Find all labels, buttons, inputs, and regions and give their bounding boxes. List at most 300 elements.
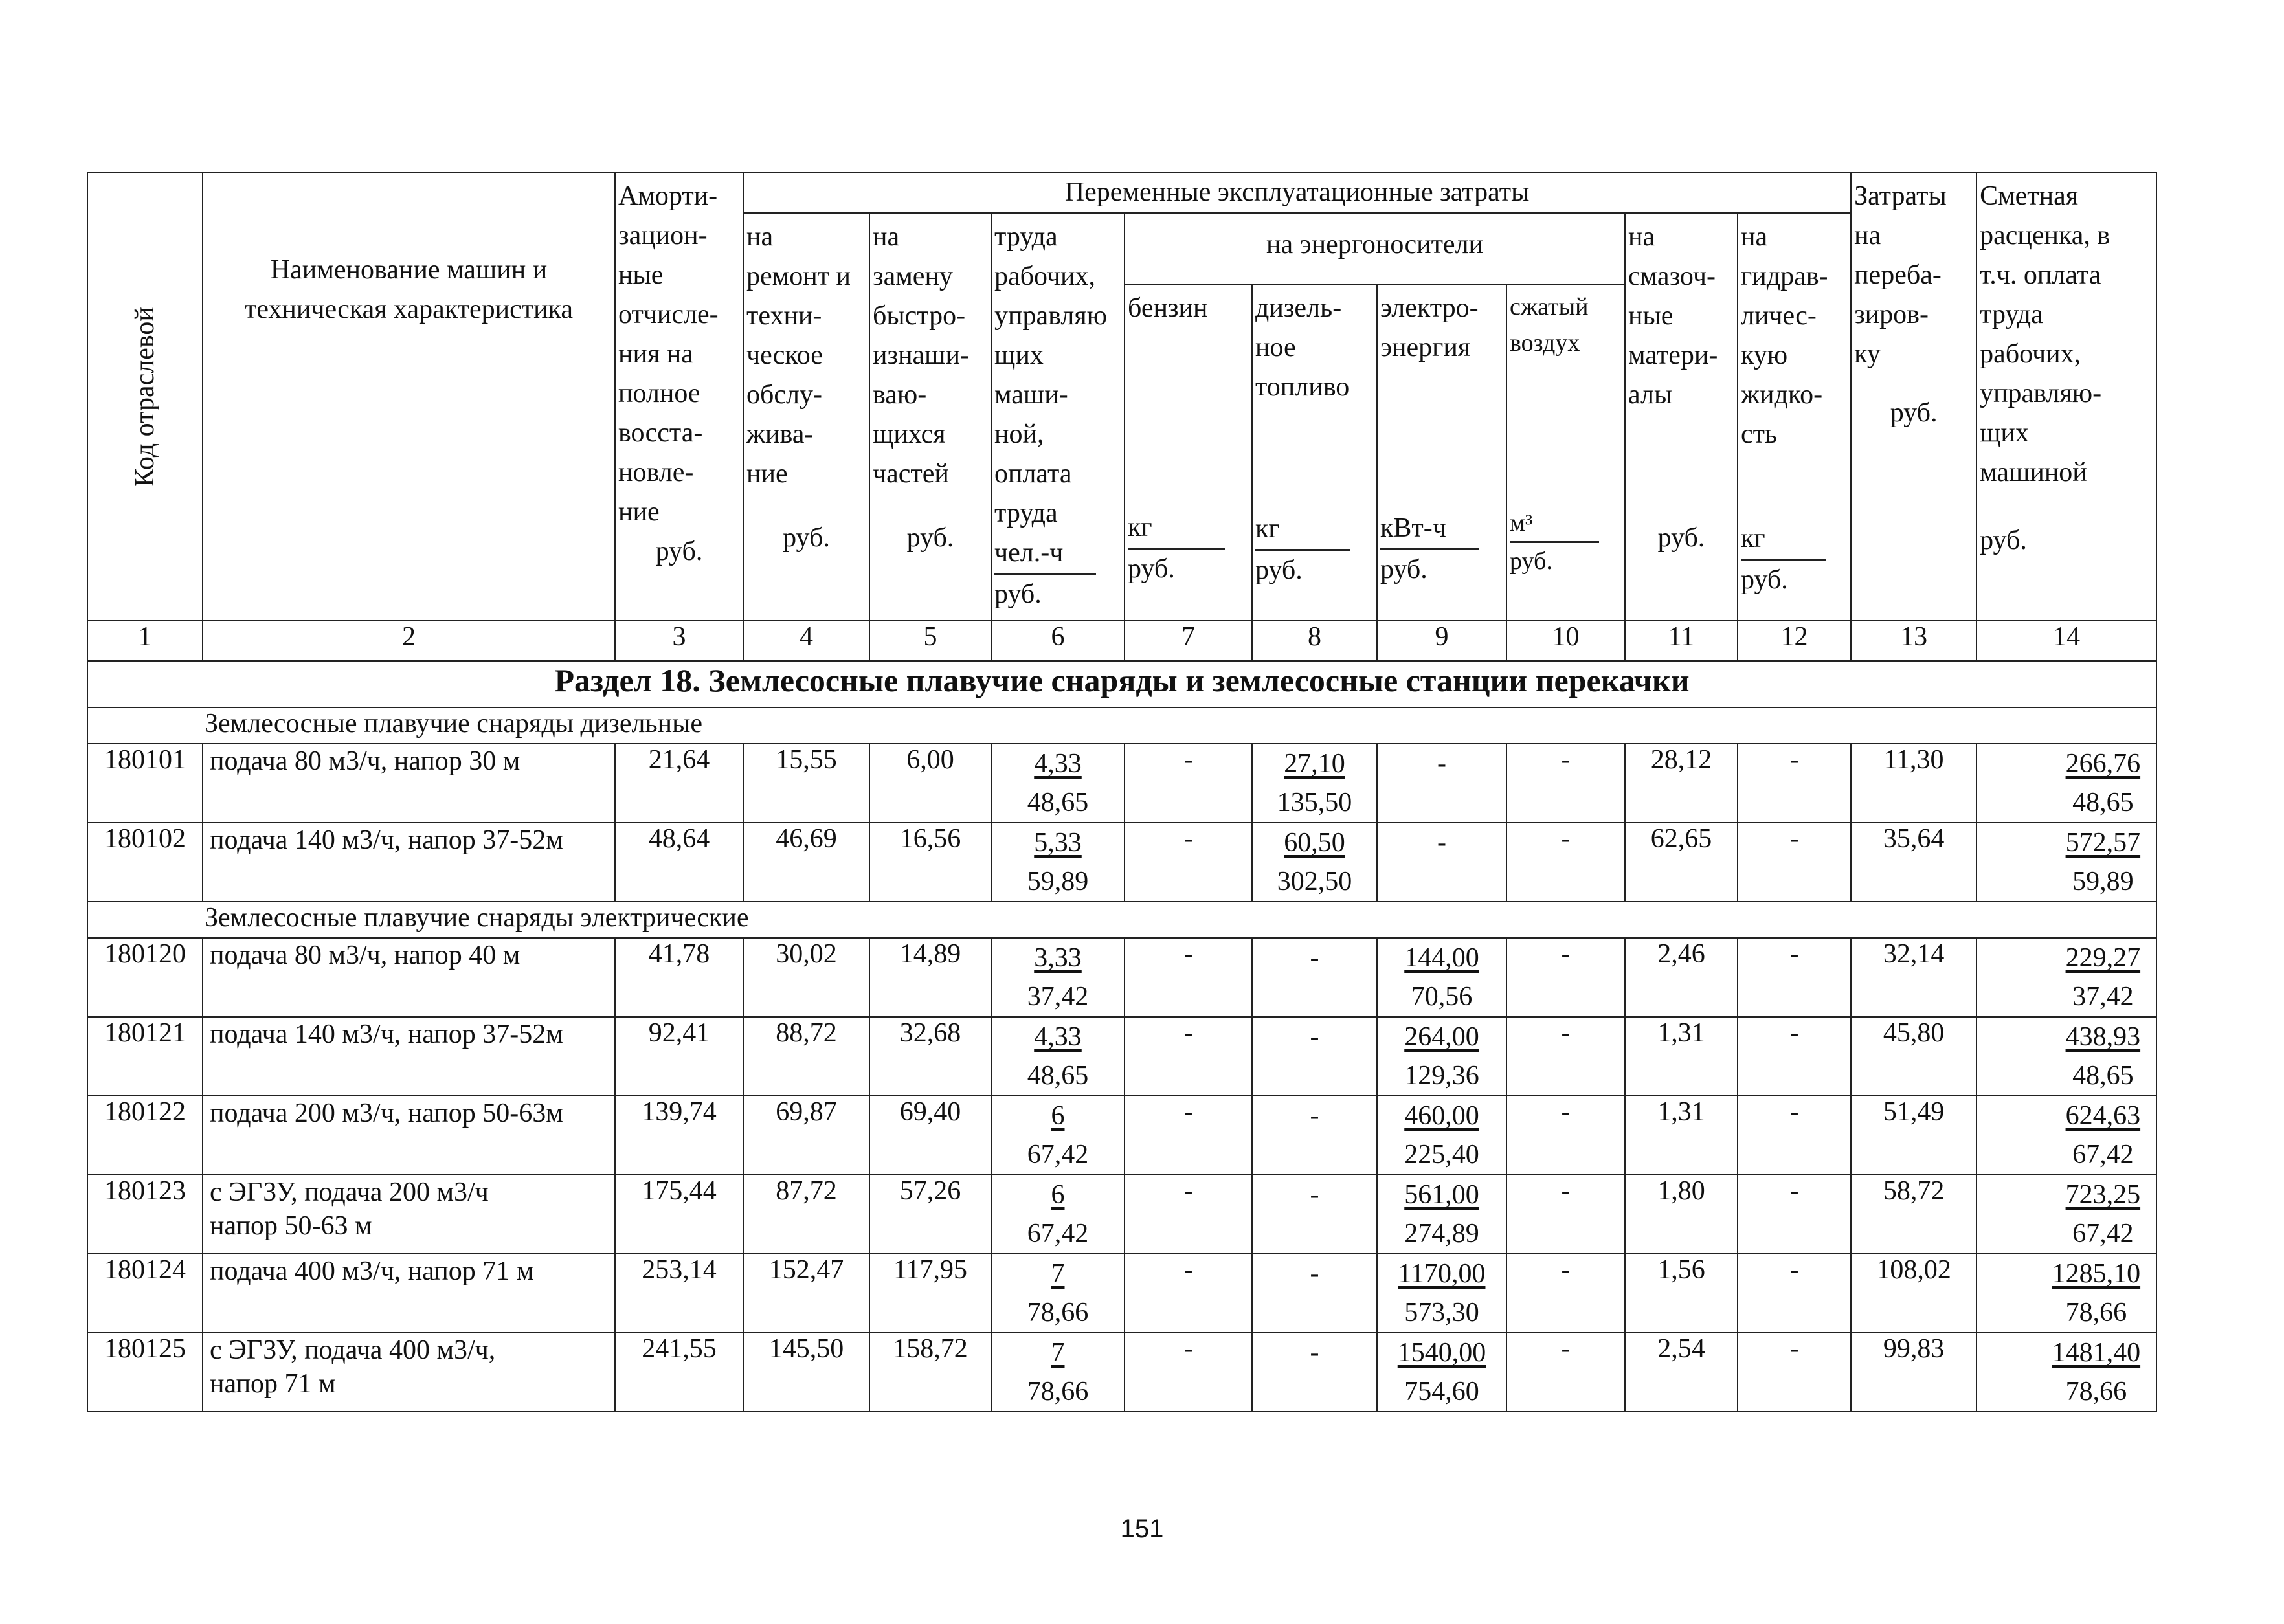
row-diesel-top: - — [1310, 1180, 1319, 1210]
row-electric-top: 264,00 — [1404, 1022, 1479, 1052]
row-electric — [1377, 938, 1506, 1017]
row-air: - — [1506, 1333, 1625, 1412]
table-row — [87, 744, 2156, 823]
row-electric-top: 561,00 — [1404, 1180, 1479, 1210]
row-repair: 30,02 — [743, 938, 869, 1017]
row-labor-top: 7 — [1051, 1259, 1065, 1289]
row-name: с ЭГЗУ, подача 200 м3/ч напор 50-63 м — [203, 1175, 615, 1254]
header-line: ное — [1255, 333, 1296, 362]
header-line: управляю — [994, 301, 1108, 331]
column-number: 3 — [615, 621, 743, 661]
header-diesel-unit-bot: руб. — [1255, 555, 1303, 585]
header-rate-unit: руб. — [1980, 526, 2027, 555]
row-labor-top: 4,33 — [1034, 1022, 1082, 1052]
row-rate-top: 1285,10 — [2052, 1259, 2141, 1289]
row-rate-bottom: 78,66 — [2065, 1298, 2127, 1328]
row-relocate: 51,49 — [1851, 1096, 1976, 1175]
column-number: 13 — [1851, 621, 1976, 661]
row-petrol: - — [1125, 1175, 1252, 1254]
row-name: подача 80 м3/ч, напор 30 м — [203, 744, 615, 823]
header-line: труда — [994, 498, 1058, 528]
row-electric-bottom: 573,30 — [1404, 1298, 1479, 1328]
row-electric-top: 1170,00 — [1398, 1259, 1486, 1289]
header-line: кую — [1741, 340, 1788, 370]
row-petrol: - — [1125, 744, 1252, 823]
header-line: Затраты — [1854, 181, 1947, 211]
header-line: полное — [618, 379, 700, 408]
header-diesel-unit-top: кг — [1255, 509, 1350, 551]
row-repair: 15,55 — [743, 744, 869, 823]
header-replace — [869, 213, 991, 621]
table-row — [87, 1096, 2156, 1175]
header-electric-label — [1380, 289, 1503, 368]
row-petrol: - — [1125, 1254, 1252, 1333]
row-air: - — [1506, 1096, 1625, 1175]
header-line: ной, — [994, 419, 1044, 449]
column-number: 10 — [1506, 621, 1625, 661]
header-line: гидрав- — [1741, 261, 1828, 291]
row-rate — [1976, 1254, 2156, 1333]
header-line: управляю- — [1980, 379, 2102, 408]
header-line: ние — [618, 497, 660, 527]
header-line: ремонт и — [746, 261, 851, 291]
header-line: смазоч- — [1628, 261, 1716, 291]
header-line: ния на — [618, 339, 693, 369]
header-line: ные — [1628, 301, 1674, 331]
row-labor-top: 5,33 — [1034, 828, 1082, 858]
row-electric — [1377, 1254, 1506, 1333]
row-rate — [1976, 1333, 2156, 1412]
header-line: на — [873, 222, 900, 252]
header-energy — [1125, 213, 1625, 284]
row-labor — [991, 938, 1125, 1017]
header-rate-label — [1980, 177, 2153, 493]
header-line: расценка, в — [1980, 221, 2110, 250]
row-labor-top: 6 — [1051, 1180, 1065, 1210]
row-hydro: - — [1738, 744, 1851, 823]
row-electric-bottom: 70,56 — [1411, 982, 1473, 1012]
row-rate-top: 723,25 — [2065, 1180, 2141, 1210]
row-electric-top: 460,00 — [1404, 1101, 1479, 1131]
row-replace: 6,00 — [869, 744, 991, 823]
row-labor — [991, 1096, 1125, 1175]
row-air: - — [1506, 744, 1625, 823]
row-electric — [1377, 744, 1506, 823]
header-line: ческое — [746, 340, 823, 370]
row-diesel-top: - — [1310, 1022, 1319, 1052]
column-number: 11 — [1625, 621, 1738, 661]
header-lube — [1625, 213, 1738, 621]
row-hydro: - — [1738, 1017, 1851, 1096]
header-line: энергия — [1380, 333, 1471, 362]
row-rate-top: 229,27 — [2065, 943, 2141, 973]
row-lube: 2,46 — [1625, 938, 1738, 1017]
header-petrol — [1125, 284, 1252, 621]
header-line: машиной — [1980, 458, 2087, 487]
table-row — [87, 1333, 2156, 1412]
row-petrol: - — [1125, 938, 1252, 1017]
header-hydro-unit-bot: руб. — [1741, 565, 1788, 595]
row-labor-top: 7 — [1051, 1338, 1065, 1368]
row-air: - — [1506, 938, 1625, 1017]
row-rate — [1976, 938, 2156, 1017]
header-diesel — [1252, 284, 1377, 621]
row-code: 180124 — [87, 1254, 203, 1333]
row-repair: 69,87 — [743, 1096, 869, 1175]
row-diesel-bottom: 135,50 — [1277, 788, 1352, 818]
row-code: 180123 — [87, 1175, 203, 1254]
row-labor — [991, 1254, 1125, 1333]
row-replace: 69,40 — [869, 1096, 991, 1175]
header-code — [87, 172, 203, 621]
header-line: жидко- — [1741, 380, 1823, 410]
header-repair-label — [746, 217, 866, 494]
row-code: 180121 — [87, 1017, 203, 1096]
row-diesel — [1252, 823, 1377, 902]
row-electric — [1377, 1096, 1506, 1175]
header-electric-unit-bot: руб. — [1380, 555, 1428, 584]
row-code: 180122 — [87, 1096, 203, 1175]
row-air: - — [1506, 823, 1625, 902]
header-line: труда — [994, 222, 1058, 252]
row-labor — [991, 1175, 1125, 1254]
row-relocate: 11,30 — [1851, 744, 1976, 823]
row-repair: 152,47 — [743, 1254, 869, 1333]
row-petrol: - — [1125, 1017, 1252, 1096]
header-line: воздух — [1510, 329, 1580, 357]
header-line: сть — [1741, 419, 1778, 449]
header-hydro — [1738, 213, 1851, 621]
row-rate-bottom: 48,65 — [2072, 788, 2134, 818]
header-labor-label — [994, 217, 1121, 533]
header-electric-unit-top: кВт-ч — [1380, 509, 1479, 550]
row-relocate: 58,72 — [1851, 1175, 1976, 1254]
row-labor-bottom: 67,42 — [1027, 1219, 1089, 1249]
row-electric-top: - — [1437, 828, 1446, 858]
header-replace-label — [873, 217, 988, 494]
header-name — [203, 172, 615, 621]
column-number: 9 — [1377, 621, 1506, 661]
header-relocate — [1851, 172, 1976, 621]
row-relocate: 32,14 — [1851, 938, 1976, 1017]
row-diesel-top: - — [1310, 943, 1319, 973]
header-air-unit-top: м³ — [1510, 505, 1599, 543]
row-hydro: - — [1738, 1175, 1851, 1254]
header-line: дизель- — [1255, 293, 1342, 323]
row-electric — [1377, 1017, 1506, 1096]
table-row — [87, 1175, 2156, 1254]
header-line: оплата — [994, 459, 1072, 489]
header-line: ваю- — [873, 380, 927, 410]
header-electric — [1377, 284, 1506, 621]
header-line: быстро- — [873, 301, 966, 331]
row-amort: 241,55 — [615, 1333, 743, 1412]
column-number: 12 — [1738, 621, 1851, 661]
row-diesel-bottom: 302,50 — [1277, 867, 1352, 896]
header-line: рабочих, — [1980, 339, 2081, 369]
row-amort: 175,44 — [615, 1175, 743, 1254]
row-lube: 1,80 — [1625, 1175, 1738, 1254]
row-amort: 253,14 — [615, 1254, 743, 1333]
header-amort — [615, 172, 743, 621]
row-lube: 62,65 — [1625, 823, 1738, 902]
group-title: Землесосные плавучие снаряды электрические — [87, 902, 2156, 938]
column-number: 5 — [869, 621, 991, 661]
row-relocate: 45,80 — [1851, 1017, 1976, 1096]
row-air: - — [1506, 1017, 1625, 1096]
row-replace: 32,68 — [869, 1017, 991, 1096]
row-diesel-top: 27,10 — [1284, 749, 1345, 779]
row-name: подача 80 м3/ч, напор 40 м — [203, 938, 615, 1017]
row-amort: 21,64 — [615, 744, 743, 823]
row-relocate: 35,64 — [1851, 823, 1976, 902]
row-electric — [1377, 823, 1506, 902]
row-electric-bottom: 129,36 — [1404, 1061, 1479, 1091]
header-labor-unit-top: чел.-ч — [994, 533, 1096, 575]
row-diesel-top: - — [1310, 1338, 1319, 1368]
row-petrol: - — [1125, 823, 1252, 902]
row-hydro: - — [1738, 1254, 1851, 1333]
row-labor-top: 6 — [1051, 1101, 1065, 1131]
row-name: подача 140 м3/ч, напор 37-52м — [203, 823, 615, 902]
column-numbers — [87, 621, 2156, 661]
row-labor-bottom: 48,65 — [1027, 1061, 1089, 1091]
row-amort: 41,78 — [615, 938, 743, 1017]
row-rate-bottom: 67,42 — [2072, 1140, 2134, 1170]
header-diesel-label — [1255, 289, 1374, 407]
row-repair: 46,69 — [743, 823, 869, 902]
row-code: 180102 — [87, 823, 203, 902]
row-hydro: - — [1738, 1333, 1851, 1412]
header-line: зацион- — [618, 221, 708, 250]
header-labor-unit-bot: руб. — [994, 579, 1042, 609]
header-relocate-unit: руб. — [1890, 398, 1938, 428]
row-name: с ЭГЗУ, подача 400 м3/ч, напор 71 м — [203, 1333, 615, 1412]
row-labor-bottom: 48,65 — [1027, 788, 1089, 818]
row-rate — [1976, 823, 2156, 902]
header-var-costs — [743, 172, 1851, 213]
row-rate — [1976, 744, 2156, 823]
header-line: щих — [1980, 418, 2029, 448]
header-petrol-unit-bot: руб. — [1128, 554, 1175, 584]
header-name-label: Наименование машин и техническая характеристика — [244, 255, 573, 324]
row-labor-bottom: 59,89 — [1027, 867, 1089, 896]
row-labor-bottom: 67,42 — [1027, 1140, 1089, 1170]
header-lube-unit: руб. — [1657, 523, 1705, 553]
header-line: топливо — [1255, 372, 1350, 402]
header-line: частей — [873, 459, 949, 489]
row-amort: 139,74 — [615, 1096, 743, 1175]
row-hydro: - — [1738, 823, 1851, 902]
row-amort: 48,64 — [615, 823, 743, 902]
header-air-unit-bot: руб. — [1510, 548, 1552, 575]
header-code-label: Код отраслевой — [130, 306, 160, 487]
row-hydro: - — [1738, 938, 1851, 1017]
row-lube: 1,31 — [1625, 1017, 1738, 1096]
row-replace: 117,95 — [869, 1254, 991, 1333]
row-electric — [1377, 1333, 1506, 1412]
header-line: рабочих, — [994, 261, 1096, 291]
header-repair-unit: руб. — [783, 523, 830, 553]
row-rate-bottom: 48,65 — [2072, 1061, 2134, 1091]
row-rate-bottom: 78,66 — [2065, 1377, 2127, 1407]
header-line: отчисле- — [618, 300, 719, 329]
row-replace: 57,26 — [869, 1175, 991, 1254]
row-code: 180120 — [87, 938, 203, 1017]
row-replace: 16,56 — [869, 823, 991, 902]
row-diesel — [1252, 1175, 1377, 1254]
header-line: замену — [873, 261, 953, 291]
row-repair: 145,50 — [743, 1333, 869, 1412]
column-number: 14 — [1976, 621, 2156, 661]
header-line: восста- — [618, 418, 703, 448]
header-line: новле- — [618, 458, 694, 487]
column-number: 7 — [1125, 621, 1252, 661]
header-line: маши- — [994, 380, 1068, 410]
row-labor — [991, 1333, 1125, 1412]
header-hydro-unit-top: кг — [1741, 519, 1826, 561]
row-diesel — [1252, 1333, 1377, 1412]
header-petrol-label: бензин — [1128, 293, 1208, 323]
table-body — [87, 661, 2156, 1412]
header-rate — [1976, 172, 2156, 621]
page-number: 151 — [1120, 1515, 1164, 1543]
header-line: на — [1854, 221, 1881, 250]
header-line: переба- — [1854, 260, 1942, 290]
row-rate-top: 572,57 — [2065, 828, 2141, 858]
row-diesel — [1252, 1254, 1377, 1333]
column-number: 1 — [87, 621, 203, 661]
row-diesel — [1252, 938, 1377, 1017]
header-line: электро- — [1380, 293, 1479, 323]
row-relocate: 99,83 — [1851, 1333, 1976, 1412]
header-line: щихся — [873, 419, 946, 449]
header-line: ные — [618, 260, 664, 290]
header-line: на — [746, 222, 774, 252]
header-var-costs-label: Переменные эксплуатационные затраты — [1064, 177, 1530, 207]
header-line: ку — [1854, 339, 1881, 369]
row-diesel — [1252, 744, 1377, 823]
row-diesel — [1252, 1017, 1377, 1096]
header-line: матери- — [1628, 340, 1718, 370]
row-repair: 88,72 — [743, 1017, 869, 1096]
row-air: - — [1506, 1254, 1625, 1333]
table-header — [87, 172, 2156, 621]
row-electric-top: 1540,00 — [1397, 1338, 1486, 1368]
row-diesel-top: 60,50 — [1284, 828, 1345, 858]
header-energy-label: на энергоносители — [1266, 230, 1483, 260]
table-row — [87, 1017, 2156, 1096]
row-rate-top: 438,93 — [2065, 1022, 2141, 1052]
row-rate — [1976, 1017, 2156, 1096]
header-line: т.ч. оплата — [1980, 260, 2101, 290]
header-line: сжатый — [1510, 293, 1589, 320]
row-electric-bottom: 274,89 — [1404, 1219, 1479, 1249]
section-title: Раздел 18. Землесосные плавучие снаряды и землесосные станции перекачки — [87, 661, 2156, 707]
table-row — [87, 938, 2156, 1017]
header-line: Аморти- — [618, 181, 718, 211]
header-repair — [743, 213, 869, 621]
header-line: труда — [1980, 300, 2043, 329]
header-line: ние — [746, 459, 788, 489]
header-line: изнаши- — [873, 340, 969, 370]
row-labor-bottom: 78,66 — [1027, 1377, 1089, 1407]
header-labor — [991, 213, 1125, 621]
header-amort-label — [618, 177, 740, 532]
row-rate-bottom: 67,42 — [2072, 1219, 2134, 1249]
row-name: подача 140 м3/ч, напор 37-52м — [203, 1017, 615, 1096]
row-labor — [991, 744, 1125, 823]
row-electric-bottom: 754,60 — [1404, 1377, 1479, 1407]
row-rate-top: 266,76 — [2065, 749, 2141, 779]
row-labor — [991, 823, 1125, 902]
row-code: 180125 — [87, 1333, 203, 1412]
row-replace: 158,72 — [869, 1333, 991, 1412]
header-line: обслу- — [746, 380, 822, 410]
row-rate-bottom: 59,89 — [2072, 867, 2134, 896]
header-line: алы — [1628, 380, 1673, 410]
header-replace-unit: руб. — [906, 523, 954, 553]
row-electric-top: - — [1437, 749, 1446, 779]
header-air-label — [1510, 289, 1622, 361]
row-labor-bottom: 37,42 — [1027, 982, 1089, 1012]
header-line: Сметная — [1980, 181, 2079, 211]
row-petrol: - — [1125, 1333, 1252, 1412]
row-electric-bottom: 225,40 — [1404, 1140, 1479, 1170]
header-line: жива- — [746, 419, 814, 449]
row-name: подача 400 м3/ч, напор 71 м — [203, 1254, 615, 1333]
row-electric — [1377, 1175, 1506, 1254]
column-number: 8 — [1252, 621, 1377, 661]
row-labor-top: 4,33 — [1034, 749, 1082, 779]
row-repair: 87,72 — [743, 1175, 869, 1254]
estimate-table — [87, 172, 2157, 1412]
header-lube-label — [1628, 217, 1734, 415]
row-petrol: - — [1125, 1096, 1252, 1175]
row-lube: 1,31 — [1625, 1096, 1738, 1175]
row-replace: 14,89 — [869, 938, 991, 1017]
header-line: техни- — [746, 301, 822, 331]
row-diesel — [1252, 1096, 1377, 1175]
header-line: на — [1741, 222, 1768, 252]
row-rate-top: 1481,40 — [2052, 1338, 2141, 1368]
row-diesel-top: - — [1310, 1259, 1319, 1289]
column-number: 4 — [743, 621, 869, 661]
row-name: подача 200 м3/ч, напор 50-63м — [203, 1096, 615, 1175]
row-rate — [1976, 1175, 2156, 1254]
group-title: Землесосные плавучие снаряды дизельные — [87, 707, 2156, 744]
row-relocate: 108,02 — [1851, 1254, 1976, 1333]
column-number: 2 — [203, 621, 615, 661]
row-labor — [991, 1017, 1125, 1096]
column-number: 6 — [991, 621, 1125, 661]
row-labor-bottom: 78,66 — [1027, 1298, 1089, 1328]
row-rate — [1976, 1096, 2156, 1175]
header-line: личес- — [1741, 301, 1817, 331]
table-row — [87, 1254, 2156, 1333]
header-line: зиров- — [1854, 300, 1929, 329]
row-labor-top: 3,33 — [1034, 943, 1082, 973]
table-row — [87, 823, 2156, 902]
row-lube: 1,56 — [1625, 1254, 1738, 1333]
header-petrol-unit-top: кг — [1128, 508, 1225, 550]
row-code: 180101 — [87, 744, 203, 823]
row-rate-bottom: 37,42 — [2072, 982, 2134, 1012]
row-diesel-top: - — [1310, 1101, 1319, 1131]
row-rate-top: 624,63 — [2065, 1101, 2141, 1131]
header-hydro-label — [1741, 217, 1848, 454]
header-line: на — [1628, 222, 1655, 252]
